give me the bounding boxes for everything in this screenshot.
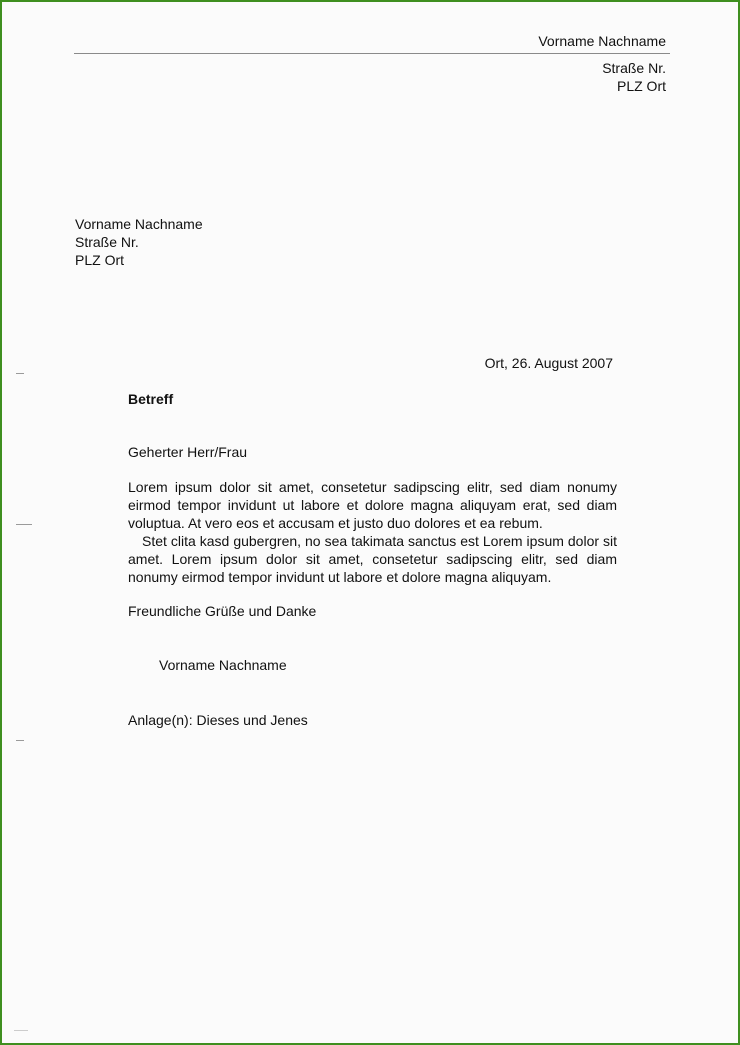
body-paragraph-1: Lorem ipsum dolor sit amet, consetetur sadipscing elitr, sed diam nonumy eirmod tempor invidunt ut labore et dolore magna aliquyam erat, sed diam voluptua. At vero eos et accusam et justo duo dolores et ea rebum.	[128, 479, 617, 531]
sender-street: Straße Nr.	[602, 60, 666, 76]
subject-line: Betreff	[128, 391, 174, 407]
signature-name: Vorname Nachname	[159, 657, 287, 673]
fold-mark-bottom	[16, 740, 24, 741]
closing: Freundliche Grüße und Danke	[128, 603, 317, 619]
recipient-street: Straße Nr.	[75, 234, 139, 250]
header-rule	[74, 53, 670, 54]
punch-mark	[16, 524, 32, 525]
body-paragraph-2: Stet clita kasd gubergren, no sea takimata sanctus est Lorem ipsum dolor sit amet. Lorem ipsum dolor sit amet, consetetur sadipscing elitr, sed diam nonumy eirmod tempor invidunt ut labore et dolore magna aliquyam.	[128, 533, 617, 585]
salutation: Geherter Herr/Frau	[128, 444, 248, 460]
sender-city: PLZ Ort	[616, 78, 666, 94]
fold-mark-top	[16, 373, 24, 374]
corner-mark	[14, 1030, 28, 1031]
sender-address	[602, 59, 666, 95]
letter-body	[128, 478, 617, 586]
recipient-city: PLZ Ort	[75, 252, 125, 268]
recipient-address	[75, 215, 203, 269]
enclosure-line: Anlage(n): Dieses und Jenes	[128, 712, 308, 728]
recipient-name: Vorname Nachname	[75, 216, 203, 232]
sender-name: Vorname Nachname	[538, 33, 666, 49]
date-line: Ort, 26. August 2007	[484, 355, 613, 371]
